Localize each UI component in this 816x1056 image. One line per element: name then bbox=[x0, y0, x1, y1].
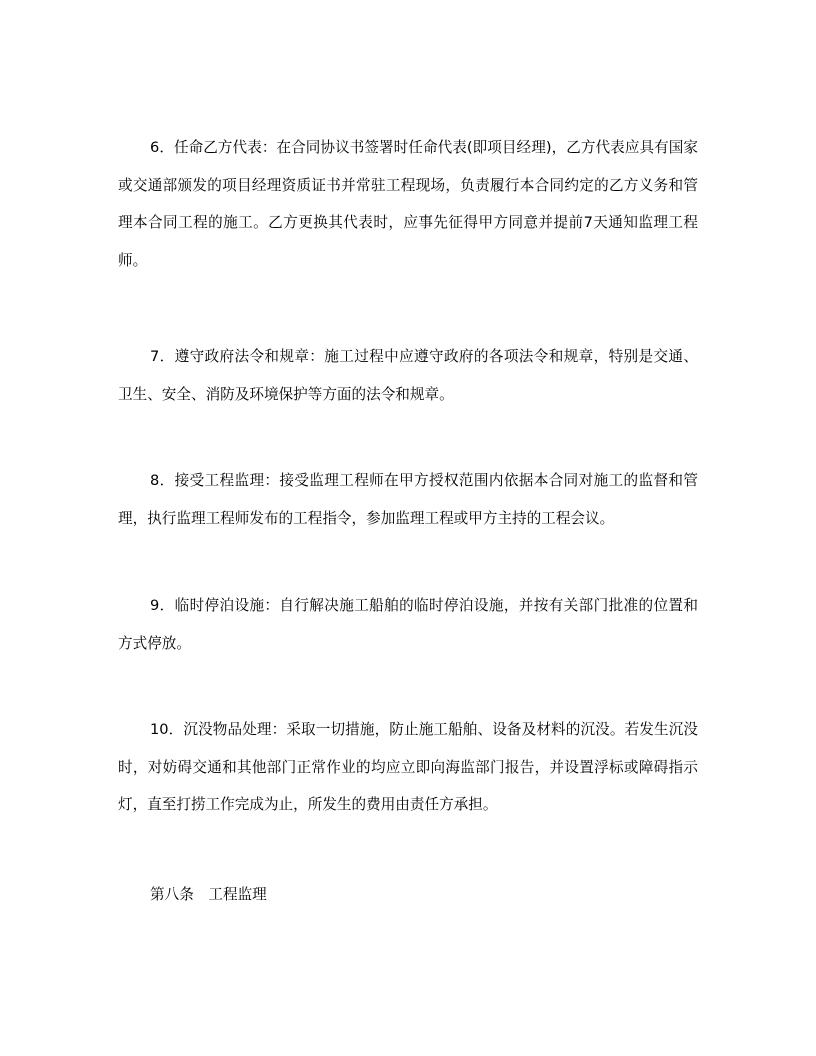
paragraph-7-obey-regulations: 7．遵守政府法令和规章：施工过程中应遵守政府的各项法令和规章，特别是交通、卫生、安全、消防及环境保护等方面的法令和规章。 bbox=[118, 348, 698, 403]
paragraph-9-temporary-berthing: 9．临时停泊设施：自行解决施工船舶的临时停泊设施，并按有关部门批准的位置和方式停放。 bbox=[118, 597, 698, 652]
paragraph-10-sunken-items: 10．沉没物品处理：采取一切措施，防止施工船舶、设备及材料的沉没。若发生沉没时，对妨碍交通和其他部门正常作业的均应立即向海监部门报告，并设置浮标或障碍指示灯，直至打捞工作完成为止，所发生的费用由责任方承担。 bbox=[118, 721, 698, 813]
article-8-heading: 第八条 工程监理 bbox=[150, 886, 267, 903]
paragraph-8-accept-supervision: 8．接受工程监理：接受监理工程师在甲方授权范围内依据本合同对施工的监督和管理，执行监理工程师发布的工程指令，参加监理工程或甲方主持的工程会议。 bbox=[118, 472, 698, 527]
paragraph-6-appoint-representative: 6．任命乙方代表：在合同协议书签署时任命代表(即项目经理)，乙方代表应具有国家或交通部颁发的项目经理资质证书并常驻工程现场，负责履行本合同约定的乙方义务和管理本合同工程的施工。乙方更换其代表时，应事先征得甲方同意并提前7天通知监理工程师。 bbox=[118, 139, 698, 269]
